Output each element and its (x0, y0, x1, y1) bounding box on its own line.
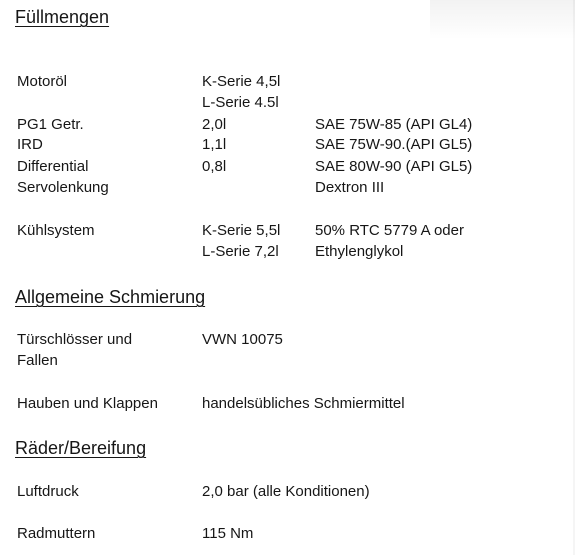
label-kuehlsystem: Kühlsystem (17, 222, 95, 239)
spec-kuehlsystem-line2: Ethylenglykol (315, 243, 404, 260)
value-kuehlsystem-k: K-Serie 5,5l (202, 222, 281, 239)
value-radmuttern: 115 Nm (202, 525, 254, 542)
label-tuerschloesser-line2: Fallen (17, 352, 58, 369)
label-radmuttern: Radmuttern (17, 525, 96, 542)
value-tuerschloesser: VWN 10075 (202, 331, 283, 348)
value-motoroel-k: K-Serie 4,5l (202, 73, 281, 90)
label-servolenkung: Servolenkung (17, 179, 109, 196)
heading-raeder-bereifung: Räder/Bereifung (15, 438, 147, 458)
scan-shadow (430, 0, 575, 40)
label-ird: IRD (17, 136, 43, 153)
label-pg1-getr: PG1 Getr. (17, 116, 84, 133)
label-luftdruck: Luftdruck (17, 483, 79, 500)
label-tuerschloesser-line1: Türschlösser und (17, 331, 133, 348)
value-ird: 1,1l (202, 136, 227, 153)
label-hauben-klappen: Hauben und Klappen (17, 395, 158, 412)
value-kuehlsystem-l: L-Serie 7,2l (202, 243, 279, 260)
label-differential: Differential (17, 158, 89, 175)
spec-ird: SAE 75W-90.(API GL5) (315, 136, 473, 153)
spec-differential: SAE 80W-90 (API GL5) (315, 158, 473, 175)
value-pg1-getr: 2,0l (202, 116, 227, 133)
value-hauben-klappen: handelsübliches Schmiermittel (202, 395, 405, 412)
spec-servolenkung: Dextron III (315, 179, 385, 196)
value-luftdruck: 2,0 bar (alle Konditionen) (202, 483, 370, 500)
value-differential: 0,8l (202, 158, 227, 175)
spec-kuehlsystem-line1: 50% RTC 5779 A oder (315, 222, 464, 239)
label-motoroel: Motoröl (17, 73, 68, 90)
heading-fuellmengen: Füllmengen (15, 7, 110, 27)
heading-allgemeine-schmierung: Allgemeine Schmierung (15, 287, 206, 307)
spec-pg1-getr: SAE 75W-85 (API GL4) (315, 116, 473, 133)
value-motoroel-l: L-Serie 4.5l (202, 94, 279, 111)
